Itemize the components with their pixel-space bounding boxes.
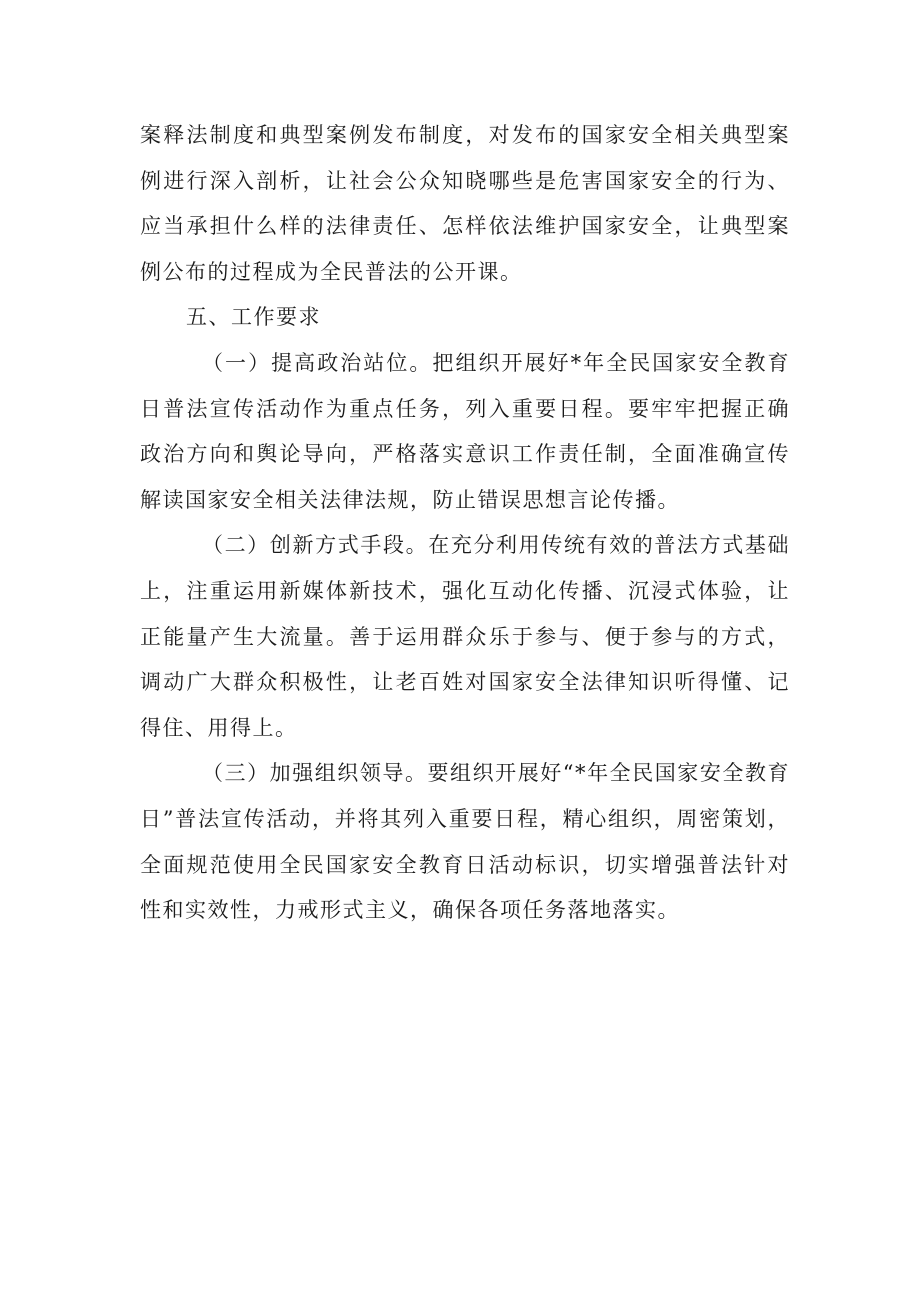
- paragraph-political-stance: （一）提高政治站位。把组织开展好*年全民国家安全教育日普法宣传活动作为重点任务，列入重要日程。要牢牢把握正确政治方向和舆论导向，严格落实意识工作责任制，全面准确宣传解读国家安全相关法律法规，防止错误思想言论传播。: [140, 350, 790, 512]
- document-body: [140, 113, 790, 934]
- section-heading: 五、工作要求: [186, 305, 321, 330]
- paragraph-continuation: 案释法制度和典型案例发布制度，对发布的国家安全相关典型案例进行深入剖析，让社会公众知晓哪些是危害国家安全的行为、应当承担什么样的法律责任、怎样依法维护国家安全，让典型案例公布的过程成为全民普法的公开课。: [140, 123, 790, 284]
- paragraph-leadership: （三）加强组织领导。要组织开展好“*年全民国家安全教育日”普法宣传活动，并将其列入重要日程，精心组织，周密策划，全面规范使用全民国家安全教育日活动标识，切实增强普法针对性和实效性，力戒形式主义，确保各项任务落地落实。: [140, 761, 790, 923]
- paragraph-innovation: （二）创新方式手段。在充分利用传统有效的普法方式基础上，注重运用新媒体新技术，强化互动化传播、沉浸式体验，让正能量产生大流量。善于运用群众乐于参与、便于参与的方式，调动广大群众积极性，让老百姓对国家安全法律知识听得懂、记得住、用得上。: [140, 533, 790, 740]
